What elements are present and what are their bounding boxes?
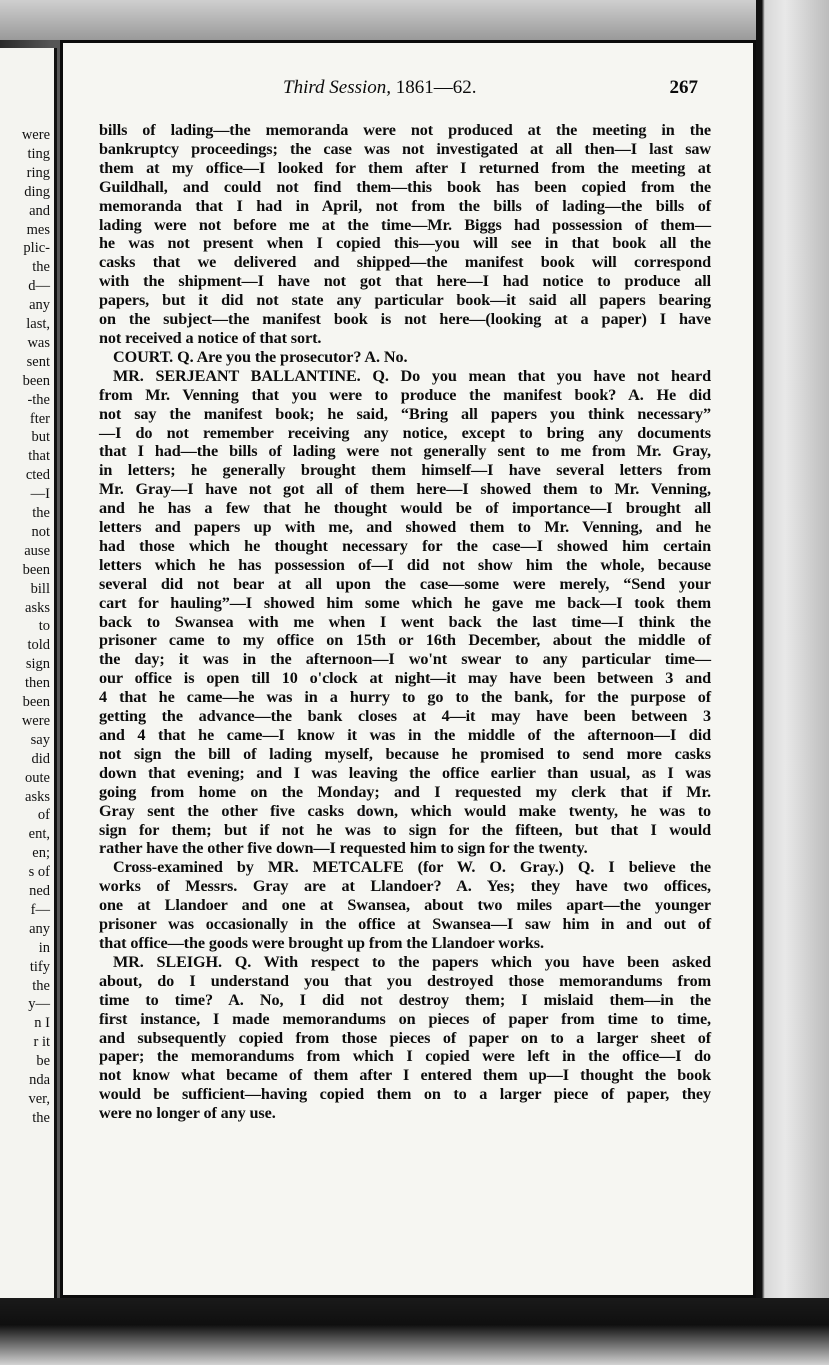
- facing-page-fragment: plic-: [23, 240, 50, 257]
- facing-page-fragment: asks: [25, 788, 50, 805]
- facing-page-fragment: that: [28, 448, 50, 465]
- facing-page-fragment: asks: [25, 599, 50, 616]
- text-line: were no longer of any use.: [99, 1104, 276, 1123]
- text-line: Cross-examined by MR. METCALFE (for W. O. Gray.) Q. I believe the: [113, 858, 711, 877]
- facing-page-fragment: sent: [26, 353, 50, 370]
- text-line: prisoner was occasionally in the office at Swansea—I saw him in and out of: [99, 915, 711, 934]
- running-head: [283, 77, 477, 99]
- facing-page-fragment: f—: [30, 901, 50, 918]
- facing-page-fragment: the: [32, 505, 50, 521]
- text-line: works of Messrs. Gray are at Llandoer? A. Yes; they have two offices,: [99, 877, 711, 896]
- facing-page-fragment: r it: [33, 1034, 50, 1051]
- facing-page-fragment: nda: [29, 1072, 50, 1088]
- facing-page-fragment: ver,: [28, 1090, 50, 1107]
- facing-page-fragment: the: [32, 259, 50, 276]
- facing-page-fragment: were: [21, 712, 50, 729]
- text-line: about, do I understand you that you destroyed those memorandums from: [99, 971, 711, 990]
- text-line: that office—the goods were brought up from the Llandoer works.: [99, 933, 544, 952]
- text-line: bankruptcy proceedings; the case was not investigated at all then—I last saw: [99, 139, 711, 158]
- text-line: getting the advance—the bank closes at 4—it may have been between 3: [99, 707, 711, 726]
- facing-page-fragment: been: [22, 694, 50, 710]
- facing-page-fragment: s of: [28, 864, 50, 881]
- facing-page-fragment: —I: [30, 486, 50, 503]
- facing-page-fragment: the: [32, 1109, 50, 1126]
- text-line: going from home on the Monday; and I requested my clerk that if Mr.: [99, 782, 711, 801]
- text-line: and 4 that he came—I know it was in the middle of the afternoon—I did: [99, 726, 711, 744]
- facing-page-fragment: -the: [27, 391, 50, 408]
- scan-top-edge: [0, 0, 829, 40]
- facing-page-fragment: cted: [25, 467, 50, 484]
- text-line: —I do not remember receiving any notice, except to bring any documents: [99, 423, 711, 442]
- text-line: down that evening; and I was leaving the office earlier than usual, as I was: [99, 763, 711, 782]
- text-line: not received a notice of that sort.: [99, 328, 322, 347]
- facing-page-fragment: ring: [26, 164, 50, 181]
- facing-page-fragment: ned: [29, 883, 50, 899]
- facing-page-fragment: fter: [29, 410, 50, 427]
- facing-page-fragment: to: [38, 618, 50, 635]
- facing-page-fragment: were: [21, 127, 50, 143]
- facing-page-edge: [0, 48, 57, 1298]
- facing-page-fragment: bill: [30, 580, 50, 597]
- facing-page-fragment: mes: [26, 221, 50, 238]
- page-header: [63, 77, 753, 101]
- text-line: casks that we delivered and shipped—the manifest book will correspond: [99, 253, 711, 272]
- facing-page-fragment: been: [22, 561, 50, 578]
- text-line: in letters; he generally brought them himself—I have several letters from: [99, 461, 711, 480]
- text-line: our office is open till 10 o'clock at night—it may have been between 3 and: [99, 669, 711, 688]
- text-line: letters and papers up with me, and showed them to Mr. Venning, and he: [99, 518, 711, 537]
- text-line: COURT. Q. Are you the prosecutor? A. No.: [113, 347, 408, 366]
- text-line: rather have the other five down—I requested him to sign for the twenty.: [99, 839, 588, 858]
- facing-page-fragment: n I: [34, 1015, 50, 1032]
- text-line: would be sufficient—having copied them on to a larger piece of paper, they: [99, 1085, 711, 1104]
- facing-page-fragment: sign: [25, 656, 50, 673]
- facing-page-fragment: oute: [25, 769, 50, 786]
- facing-page-fragment: ent,: [28, 826, 50, 843]
- text-line: sign for them; but if not he was to sign for the fifteen, but that I would: [99, 820, 711, 839]
- text-line: that I had—the bills of lading were not generally sent to me from Mr. Gray,: [99, 442, 711, 461]
- facing-page-fragment: but: [31, 429, 50, 446]
- text-line: 4 that he came—he was in a hurry to go to the bank, for the purpose of: [99, 688, 711, 707]
- text-line: and he has a few that he thought would be of importance—I brought all: [99, 499, 711, 518]
- facing-page-fragment: say: [30, 731, 50, 748]
- text-line: memoranda that I had in April, not from the bills of lading—the bills of: [99, 196, 711, 215]
- text-line: MR. SLEIGH. Q. With respect to the papers which you have been asked: [113, 952, 711, 971]
- running-head-title: Third Session,: [283, 77, 392, 98]
- text-line: had those which he thought necessary for the case—I showed him certain: [99, 536, 711, 555]
- book-page: [60, 40, 756, 1298]
- facing-page-fragment: not: [31, 523, 50, 540]
- text-line: several did not bear at all upon the case—some were merely, “Send your: [99, 574, 711, 593]
- text-line: from Mr. Venning that you were to produce the manifest book? A. He did: [99, 385, 711, 404]
- text-line: and subsequently copied from those pieces of paper on to a larger sheet of: [99, 1028, 711, 1047]
- facing-page-fragment: any: [29, 920, 50, 937]
- facing-page-fragment: was: [27, 334, 50, 351]
- facing-page-fragment: of: [37, 807, 50, 824]
- text-line: not sign the bill of lading myself, because he promised to send more casks: [99, 744, 711, 763]
- text-line: he was not present when I copied this—you will see in that book all the: [99, 234, 711, 253]
- text-line: not say the manifest book; he said, “Bring all papers you think necessary”: [99, 404, 711, 423]
- text-line: one at Llandoer and one at Swansea, about two miles apart—the younger: [99, 896, 711, 915]
- text-line: Gray sent the other five casks down, which would make twenty, he was to: [99, 801, 711, 820]
- facing-page-fragment: ding: [24, 183, 50, 200]
- text-line: lading were not before me at the time—Mr. Biggs had possession of them—: [99, 215, 711, 234]
- facing-page-fragment: been: [22, 372, 50, 389]
- text-line: MR. SERJEANT BALLANTINE. Q. Do you mean that you have not heard: [113, 366, 711, 385]
- text-line: Guildhall, and could not find them—this book has been copied from the: [99, 177, 711, 196]
- facing-page-fragment: en;: [32, 845, 50, 862]
- page-body-text: [99, 121, 711, 1123]
- text-line: not know what became of them after I entered them up—I thought the book: [99, 1066, 711, 1085]
- text-line: with the shipment—I have not got that here—I had notice to produce all: [99, 272, 711, 291]
- facing-page-fragment: ause: [24, 542, 50, 559]
- page-number: 267: [669, 77, 698, 98]
- facing-page-fragment: told: [27, 637, 50, 654]
- facing-page-fragment: then: [25, 675, 50, 692]
- text-line: them at my office—I looked for them after I returned from the meeting at: [99, 158, 711, 177]
- text-line: paper; the memorandums from which I copied were left in the office—I do: [99, 1047, 711, 1066]
- text-line: cart for hauling”—I showed him some which he gave me back—I took them: [99, 593, 711, 612]
- text-line: bills of lading—the memoranda were not produced at the meeting in the: [99, 121, 711, 139]
- facing-page-fragment: d—: [28, 278, 50, 295]
- facing-page-fragment: tify: [29, 958, 50, 975]
- facing-page-fragment: be: [36, 1053, 50, 1070]
- text-line: back to Swansea with me when I went back the last time—I think the: [99, 612, 711, 631]
- text-line: prisoner came to my office on 15th or 16th December, about the middle of: [99, 631, 711, 650]
- facing-page-fragment: the: [32, 977, 50, 994]
- facing-page-fragment: in: [38, 939, 50, 956]
- text-line: time to time? A. No, I did not destroy them; I mislaid them—in the: [99, 990, 711, 1009]
- facing-page-fragment: ting: [27, 145, 50, 162]
- facing-page-fragment: last,: [26, 316, 50, 332]
- facing-page-fragment: any: [29, 297, 50, 314]
- scan-bottom-edge: [0, 1298, 829, 1365]
- scan-right-edge: [756, 0, 829, 1365]
- text-line: the day; it was in the afternoon—I wo'nt swear to any particular time—: [99, 650, 711, 669]
- text-line: on the subject—the manifest book is not here—(looking at a paper) I have: [99, 310, 711, 329]
- text-line: first instance, I made memorandums on pieces of paper from time to time,: [99, 1009, 711, 1028]
- text-line: letters which he has possession of—I did not show him the whole, because: [99, 555, 711, 574]
- facing-page-fragment: and: [29, 202, 50, 219]
- facing-page-fragment: did: [31, 750, 50, 767]
- text-line: Mr. Gray—I have not got all of them here—I showed them to Mr. Venning,: [99, 480, 711, 499]
- facing-page-fragment: y—: [28, 996, 50, 1013]
- running-head-year: 1861—62.: [395, 77, 477, 98]
- text-line: papers, but it did not state any particular book—it said all papers bearing: [99, 291, 711, 310]
